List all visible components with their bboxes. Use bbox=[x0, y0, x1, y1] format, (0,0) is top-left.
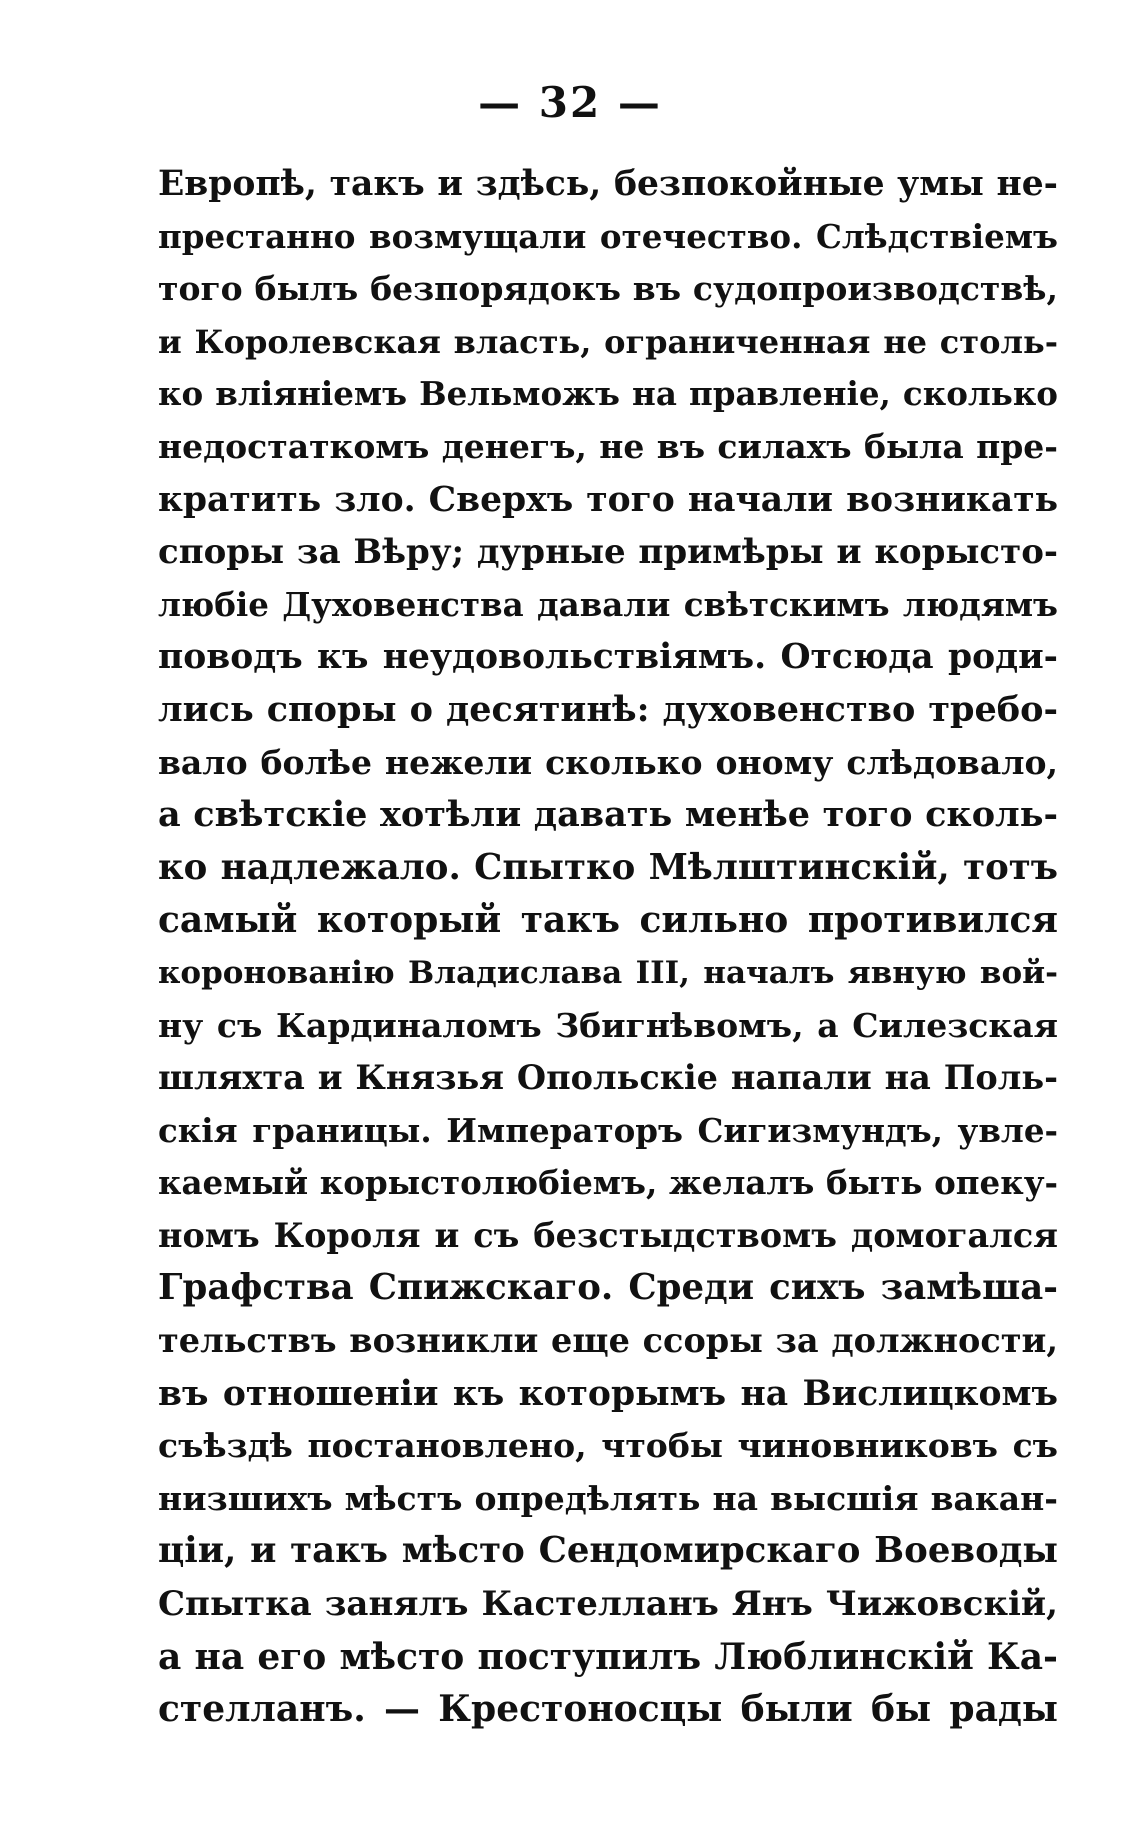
text-line: споры за Вѣру; дурные примѣры и корысто- bbox=[158, 532, 1058, 573]
text-line: ко вліяніемъ Вельможъ на правленіе, сколько bbox=[158, 374, 1058, 414]
text-line: того былъ безпорядокъ въ судопроизводствѣ, bbox=[158, 269, 1058, 309]
body-text bbox=[158, 158, 1058, 1736]
text-line: низшихъ мѣстъ опредѣлять на высшія вакан- bbox=[158, 1478, 1058, 1518]
text-line: а на его мѣсто поступилъ Люблинскій Ка- bbox=[158, 1635, 1058, 1678]
text-line: вало болѣе нежели сколько оному слѣдовало, bbox=[158, 742, 1058, 782]
text-line: Графства Спижскаго. Среди сихъ замѣша- bbox=[158, 1267, 1058, 1309]
text-line: любіе Духовенства давали свѣтскимъ людямъ bbox=[158, 584, 1058, 624]
text-line: ну съ Кардиналомъ Збигнѣвомъ, а Силезская bbox=[158, 1005, 1058, 1045]
text-line: каемый корыстолюбіемъ, желалъ быть опеку- bbox=[158, 1163, 1058, 1203]
text-line: ціи, и такъ мѣсто Сендомирскаго Воеводы bbox=[158, 1530, 1058, 1572]
text-line: самый который такъ сильно противился bbox=[158, 899, 1058, 942]
text-line: въ отношеніи къ которымъ на Вислицкомъ bbox=[158, 1373, 1058, 1414]
text-line: и Королевская власть, ограниченная не столь- bbox=[158, 322, 1058, 361]
text-line: Европѣ, такъ и здѣсь, безпокойные умы не- bbox=[158, 164, 1058, 204]
text-line: недостаткомъ денегъ, не въ силахъ была пре- bbox=[158, 426, 1058, 466]
text-line: кратить зло. Сверхъ того начали возникать bbox=[158, 479, 1058, 520]
text-line: лись споры о десятинѣ: духовенство требо- bbox=[158, 688, 1058, 730]
text-line: номъ Короля и съ безстыдствомъ домогался bbox=[158, 1215, 1058, 1255]
text-line: а свѣтскіе хотѣли давать менѣе того сколь- bbox=[158, 794, 1058, 836]
text-line: Спытка занялъ Кастелланъ Янъ Чижовскій, bbox=[158, 1584, 1058, 1625]
page-number: — 32 — bbox=[478, 78, 662, 127]
text-line: скія границы. Императоръ Сигизмундъ, увле- bbox=[158, 1110, 1058, 1150]
text-line: коронованію Владислава III, началъ явную вой- bbox=[158, 954, 1058, 991]
text-line: шляхта и Князья Опольскіе напали на Поль- bbox=[158, 1058, 1058, 1098]
text-line: поводъ къ неудовольствіямъ. Отсюда роди- bbox=[158, 637, 1058, 678]
text-line: съѣздѣ постановлено, чтобы чиновниковъ съ bbox=[158, 1426, 1058, 1466]
text-line: ко надлежало. Спытко Мѣлштинскій, тотъ bbox=[158, 846, 1058, 888]
text-line: стелланъ. — Крестоносцы были бы рады bbox=[158, 1688, 1058, 1731]
text-line: тельствъ возникли еще ссоры за должности, bbox=[158, 1321, 1058, 1361]
text-line: престанно возмущали отечество. Слѣдствіемъ bbox=[158, 216, 1058, 256]
